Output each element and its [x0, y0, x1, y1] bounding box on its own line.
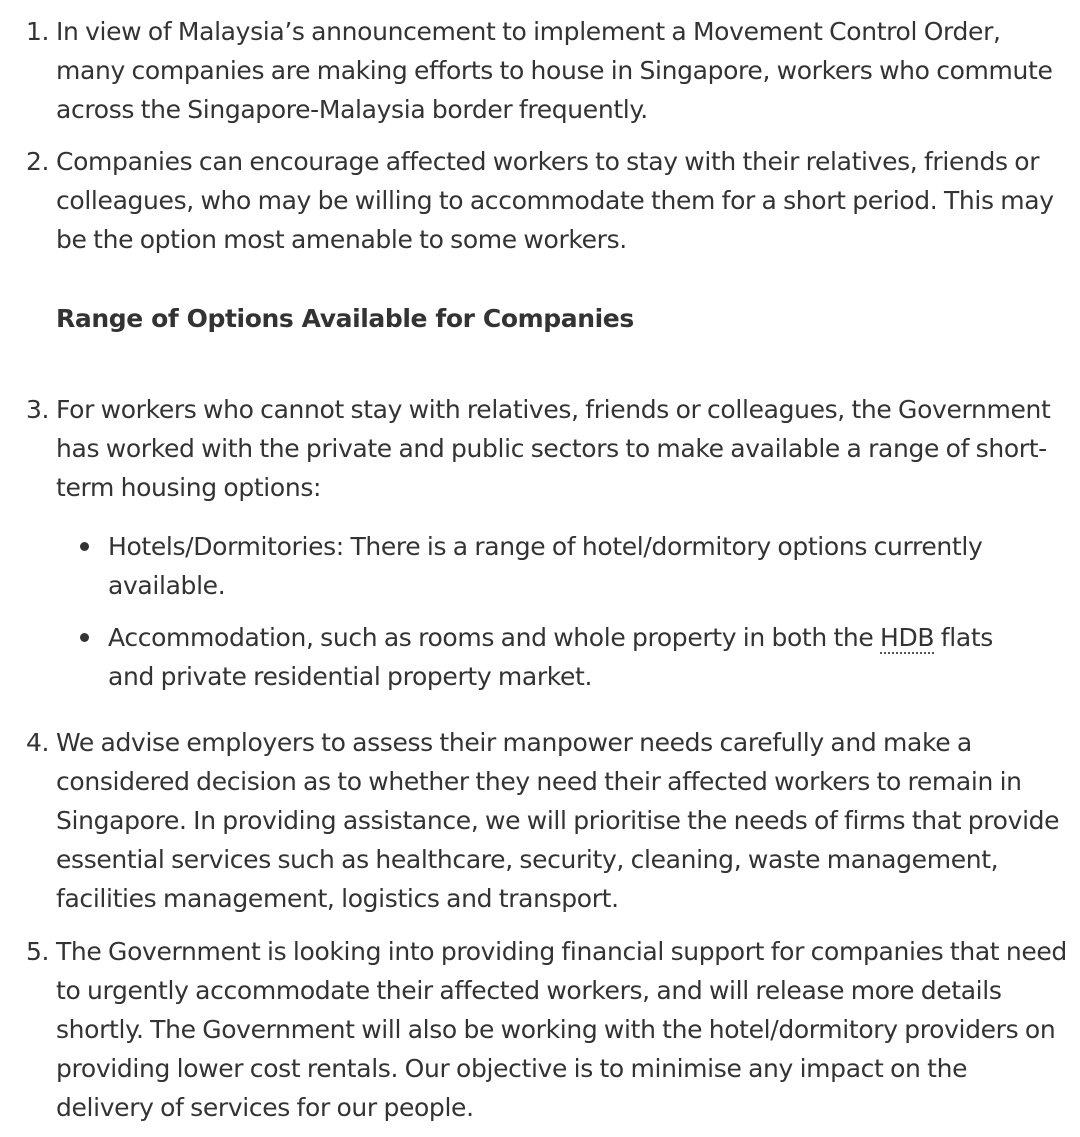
item-number: 2.	[26, 147, 50, 176]
list-item-4	[0, 723, 1070, 918]
bullet-item-hotels	[0, 527, 1070, 605]
bullet-text-before: Accommodation, such as rooms and whole property in both the	[108, 623, 881, 652]
item-text: In view of Malaysia’s announcement to implement a Movement Control Order, many companies are making efforts to house in Singapore, workers who commute across the Singapore-Malaysia border frequently.	[56, 17, 1053, 124]
hdb-abbreviation[interactable]: HDB	[880, 623, 935, 652]
item-text: The Government is looking into providing financial support for companies that need to urgently accommodate their affected workers, and will release more details shortly. The Government will also be working with the hotel/dormitory providers on providing lower cost rentals. Our objective is to minimise any impact on the delivery of services for our people.	[56, 937, 1067, 1122]
item-number: 1.	[26, 17, 50, 46]
bullet-item-accommodation	[0, 618, 1070, 696]
item-number: 4.	[26, 728, 50, 757]
bullet-text: Hotels/Dormitories: There is a range of hotel/dormitory options currently available.	[108, 532, 983, 600]
list-item-1	[0, 12, 1070, 129]
list-item-2	[0, 142, 1070, 259]
bullet-text	[108, 618, 1030, 696]
bullet-icon	[80, 542, 89, 551]
item-number: 5.	[26, 937, 50, 966]
item-number: 3.	[26, 395, 50, 424]
bullet-text-after: flats and private residential property market.	[108, 623, 993, 691]
list-item-3	[0, 390, 1070, 507]
item-text: Companies can encourage affected workers to stay with their relatives, friends or colleagues, who may be willing to accommodate them for a short period. This may be the option most amenable to some workers.	[56, 147, 1054, 254]
list-item-5	[0, 932, 1070, 1127]
item-text: We advise employers to assess their manpower needs carefully and make a considered decision as to whether they need their affected workers to remain in Singapore. In providing assistance, we will prioritise the needs of firms that provide essential services such as healthcare, security, cleaning, waste management, facilities management, logistics and transport.	[56, 728, 1060, 913]
item-text: For workers who cannot stay with relatives, friends or colleagues, the Government has worked with the private and public sectors to make available a range of short-term housing options:	[56, 395, 1051, 502]
section-heading: Range of Options Available for Companies	[56, 304, 634, 333]
bullet-icon	[80, 633, 89, 642]
